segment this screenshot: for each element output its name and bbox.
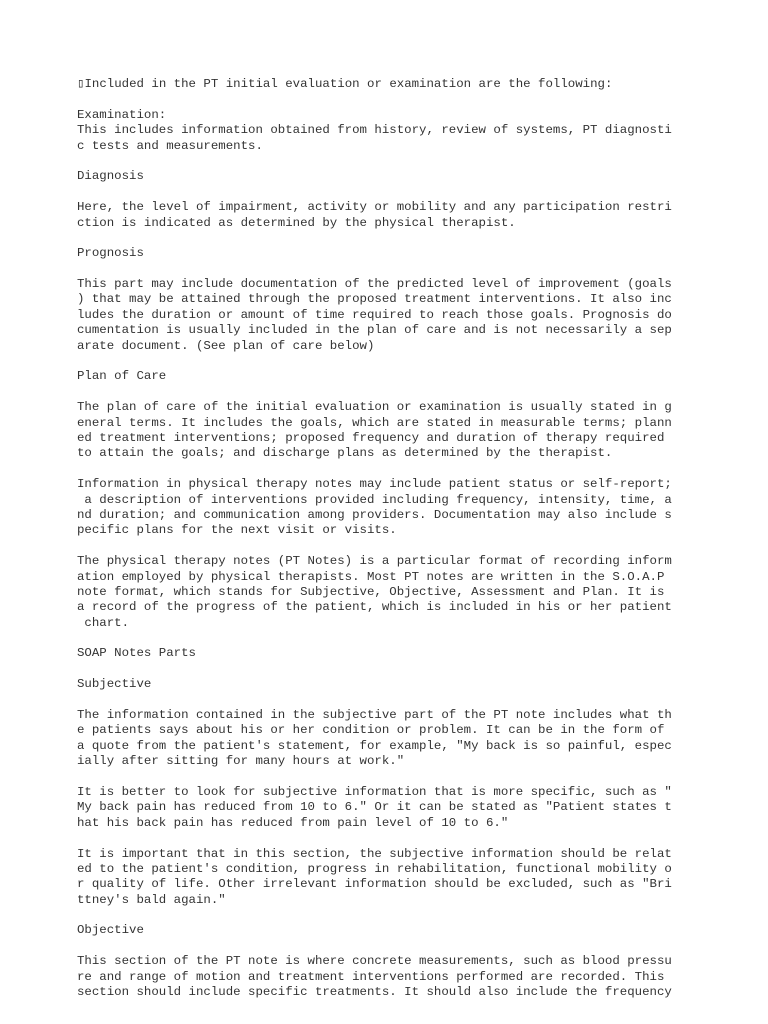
text-line: r quality of life. Other irrelevant information should be excluded, such as "Bri: [77, 877, 672, 892]
text-line: ) that may be attained through the proposed treatment interventions. It also inc: [77, 292, 672, 307]
text-line: The information contained in the subjective part of the PT note includes what th: [77, 708, 672, 723]
text-line: Examination:: [77, 107, 167, 122]
heading-text: Objective: [77, 923, 144, 938]
text-line: My back pain has reduced from 10 to 6." Or it can be stated as "Patient states t: [77, 800, 672, 815]
pt-notes-format-paragraph: [77, 554, 697, 631]
subjective-heading: [77, 677, 697, 692]
text-line: The plan of care of the initial evaluation or examination is usually stated in g: [77, 400, 672, 415]
text-line: This part may include documentation of the predicted level of improvement (goals: [77, 277, 672, 292]
subjective-paragraph-2: [77, 785, 697, 831]
text-line: eneral terms. It includes the goals, which are stated in measurable terms; plann: [77, 415, 672, 430]
objective-paragraph: [77, 954, 697, 1000]
text-line: a record of the progress of the patient, which is included in his or her patient: [77, 600, 672, 615]
text-line: ed treatment interventions; proposed frequency and duration of therapy required: [77, 430, 665, 445]
intro-paragraph: [77, 77, 697, 92]
text-line: The physical therapy notes (PT Notes) is a particular format of recording inform: [77, 554, 672, 569]
text-line: ludes the duration or amount of time required to reach those goals. Prognosis do: [77, 307, 672, 322]
text-line: nd duration; and communication among providers. Documentation may also include s: [77, 507, 672, 522]
pt-notes-info-paragraph: [77, 477, 697, 539]
prognosis-paragraph: [77, 277, 697, 354]
text-line: re and range of motion and treatment interventions performed are recorded. This: [77, 969, 665, 984]
text-line: arate document. (See plan of care below): [77, 338, 375, 353]
heading-text: Plan of Care: [77, 369, 167, 384]
text-line: ation employed by physical therapists. Most PT notes are written in the S.O.A.P: [77, 569, 665, 584]
text-line: It is better to look for subjective information that is more specific, such as ": [77, 784, 672, 799]
text-line: pecific plans for the next visit or visits.: [77, 523, 397, 538]
examination-paragraph: [77, 108, 697, 154]
plan-of-care-paragraph: [77, 400, 697, 462]
text-line: c tests and measurements.: [77, 138, 263, 153]
text-line: to attain the goals; and discharge plans as determined by the therapist.: [77, 446, 613, 461]
text-line: This section of the PT note is where concrete measurements, such as blood pressu: [77, 954, 672, 969]
text-line: e patients says about his or her condition or problem. It can be in the form of: [77, 723, 665, 738]
text-line: section should include specific treatments. It should also include the frequency: [77, 985, 672, 1000]
text-line: ed to the patient's condition, progress in rehabilitation, functional mobility o: [77, 861, 672, 876]
document-body: [77, 77, 697, 1016]
text-line: a description of interventions provided including frequency, intensity, time, a: [77, 492, 672, 507]
text-line: Information in physical therapy notes may include patient status or self-report;: [77, 477, 672, 492]
prognosis-heading: [77, 246, 697, 261]
diagnosis-paragraph: [77, 200, 697, 231]
plan-of-care-heading: [77, 369, 697, 384]
text-line: a quote from the patient's statement, for example, "My back is so painful, espec: [77, 738, 672, 753]
heading-text: Subjective: [77, 677, 152, 692]
text-line: note format, which stands for Subjective, Objective, Assessment and Plan. It is: [77, 584, 665, 599]
subjective-paragraph-1: [77, 708, 697, 770]
text-line: cumentation is usually included in the plan of care and is not necessarily a sep: [77, 323, 672, 338]
diagnosis-heading: [77, 169, 697, 184]
subjective-paragraph-3: [77, 847, 697, 909]
text-line: ially after sitting for many hours at work.": [77, 754, 405, 769]
text-line: ▯Included in the PT initial evaluation or examination are the following:: [77, 77, 613, 91]
soap-notes-parts-heading: [77, 646, 697, 661]
text-line: chart.: [77, 615, 130, 630]
heading-text: Diagnosis: [77, 169, 144, 184]
heading-text: SOAP Notes Parts: [77, 646, 196, 661]
text-line: This includes information obtained from history, review of systems, PT diagnosti: [77, 123, 672, 138]
heading-text: Prognosis: [77, 246, 144, 261]
text-line: Here, the level of impairment, activity or mobility and any participation restri: [77, 200, 672, 215]
text-line: ction is indicated as determined by the physical therapist.: [77, 215, 516, 230]
text-line: hat his back pain has reduced from pain level of 10 to 6.": [77, 815, 509, 830]
objective-heading: [77, 923, 697, 938]
text-line: It is important that in this section, the subjective information should be relat: [77, 846, 672, 861]
text-line: ttney's bald again.": [77, 892, 226, 907]
